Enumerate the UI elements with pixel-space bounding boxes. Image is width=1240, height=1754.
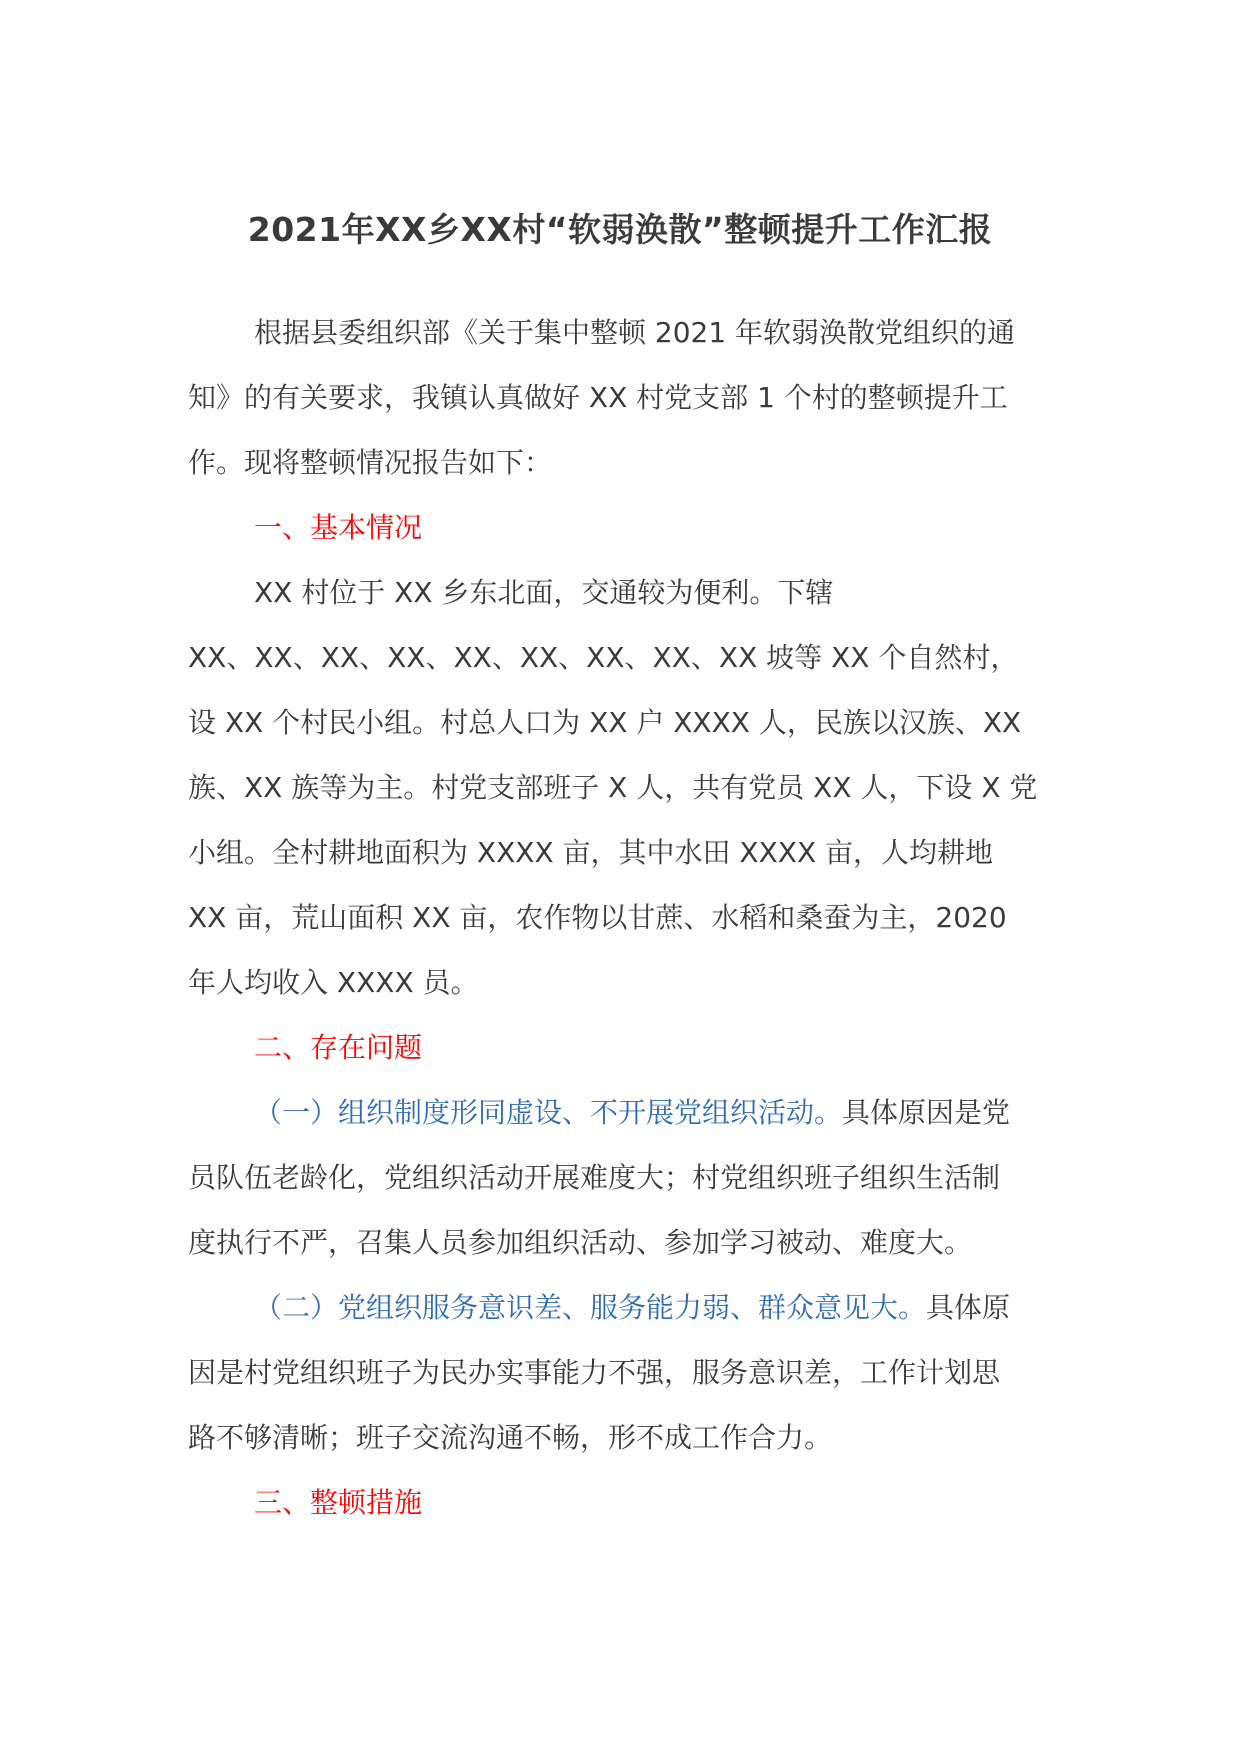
paragraph-line: 年人均收入 XXXX 员。 bbox=[188, 966, 479, 999]
intro-paragraph bbox=[188, 300, 1053, 495]
paragraph-line: XX 亩，荒山面积 XX 亩，农作物以甘蔗、水稻和桑蚕为主，2020 bbox=[188, 901, 1007, 934]
paragraph-line: 设 XX 个村民小组。村总人口为 XX 户 XXXX 人，民族以汉族、XX bbox=[188, 706, 1022, 739]
intro-line: 知》的有关要求，我镇认真做好 XX 村党支部 1 个村的整顿提升工 bbox=[188, 381, 1008, 414]
paragraph-line: 因是村党组织班子为民办实事能力不强，服务意识差，工作计划思 bbox=[188, 1356, 1001, 1389]
document-body bbox=[188, 300, 1053, 1535]
problem-item-1 bbox=[188, 1080, 1053, 1275]
section-heading-existing-problems: 二、存在问题 bbox=[254, 1031, 423, 1064]
basic-situation-paragraph bbox=[188, 560, 1053, 1015]
section-heading-rectification-measures: 三、整顿措施 bbox=[254, 1486, 423, 1519]
subsection-title: （二）党组织服务意识差、服务能力弱、群众意见大。 bbox=[254, 1291, 927, 1324]
document-title: 2021年XX乡XX村“软弱涣散”整顿提升工作汇报 bbox=[247, 210, 993, 249]
paragraph-line: XX、XX、XX、XX、XX、XX、XX、XX、XX 坡等 XX 个自然村， bbox=[188, 641, 1019, 674]
subsection-title: （一）组织制度形同虚设、不开展党组织活动。 bbox=[254, 1096, 843, 1129]
paragraph-line: 族、XX 族等为主。村党支部班子 X 人，共有党员 XX 人，下设 X 党 bbox=[188, 771, 1038, 804]
problem-item-2-first-line bbox=[188, 1275, 1053, 1340]
paragraph-line: 度执行不严，召集人员参加组织活动、参加学习被动、难度大。 bbox=[188, 1226, 973, 1259]
paragraph-line: XX 村位于 XX 乡东北面，交通较为便利。下辖 bbox=[254, 576, 834, 609]
problem-item-1-first-line bbox=[188, 1080, 1053, 1145]
intro-line: 作。现将整顿情况报告如下： bbox=[188, 446, 553, 479]
paragraph-line: 小组。全村耕地面积为 XXXX 亩，其中水田 XXXX 亩，人均耕地 bbox=[188, 836, 994, 869]
section-heading-basic-situation: 一、基本情况 bbox=[254, 511, 423, 544]
paragraph-line: 路不够清晰；班子交流沟通不畅，形不成工作合力。 bbox=[188, 1421, 833, 1454]
paragraph-line: 员队伍老龄化，党组织活动开展难度大；村党组织班子组织生活制 bbox=[188, 1161, 1001, 1194]
intro-line: 根据县委组织部《关于集中整顿 2021 年软弱涣散党组织的通 bbox=[254, 316, 1016, 349]
paragraph-text: 具体原因是党 bbox=[842, 1096, 1011, 1129]
problem-item-2 bbox=[188, 1275, 1053, 1470]
paragraph-text: 具体原 bbox=[926, 1291, 1011, 1324]
